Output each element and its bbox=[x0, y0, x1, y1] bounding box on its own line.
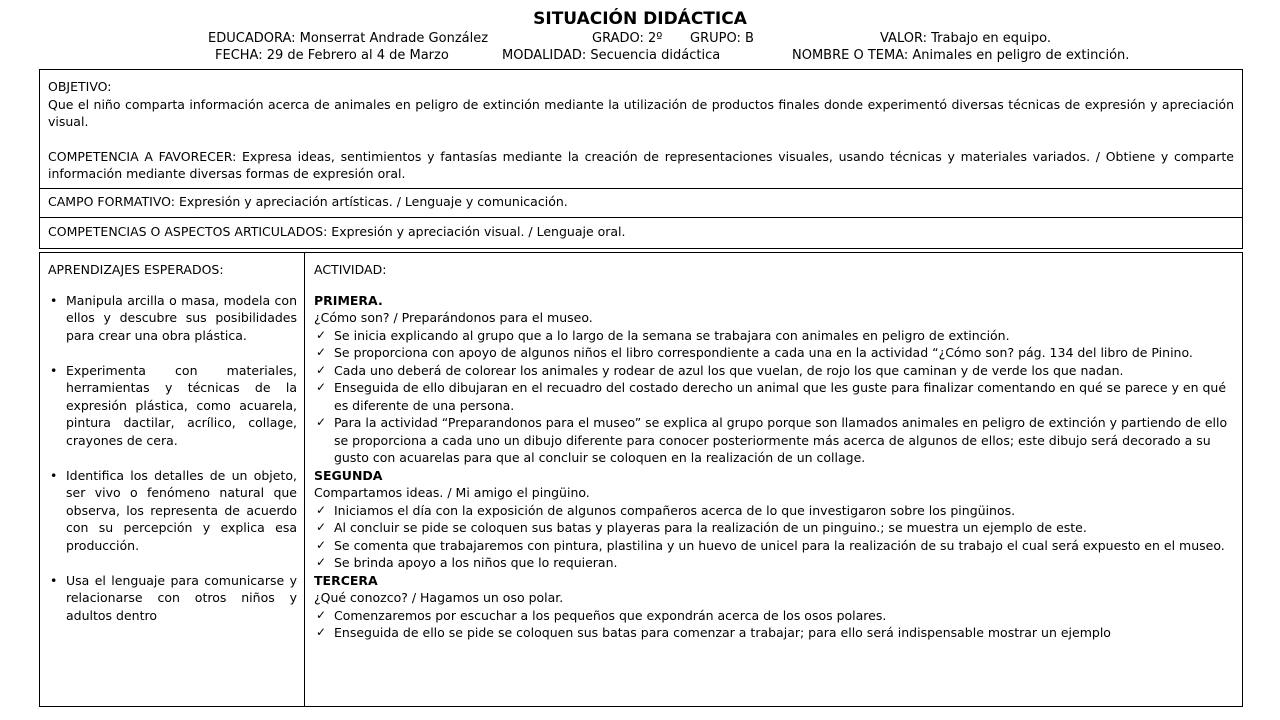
list-item: ✓ Se inicia explicando al grupo que a lo largo de la semana se trabajara con animales en peligro de extinción. bbox=[330, 327, 1234, 345]
list-item: • Experimenta con materiales, herramientas y técnicas de la expresión plástica, como acuarela, pintura dactilar, acrílico, collage, crayones de cera. bbox=[66, 362, 297, 450]
tercera-subtitle: ¿Qué conozco? / Hagamos un oso polar. bbox=[314, 590, 564, 605]
aprendizajes-label: APRENDIZAJES ESPERADOS: bbox=[48, 262, 224, 277]
tercera-list bbox=[314, 607, 1234, 642]
primera-list bbox=[314, 327, 1234, 467]
segunda-subtitle: Compartamos ideas. / Mi amigo el pingüino. bbox=[314, 485, 590, 500]
list-item: ✓ Para la actividad “Preparandonos para el museo” se explica al grupo porque son llamados animales en peligro de extinción y partiendo de ello se proporciona a cada uno un dibujo diferente para conocer posteriormente más acerca de algunos de ellos; este dibujo será decorado a su gusto con acuarelas para que al concluir se coloquen en la realización de un collage. bbox=[330, 414, 1234, 467]
tercera-title: TERCERA bbox=[314, 572, 378, 588]
list-item: ✓ Se proporciona con apoyo de algunos niños el libro correspondiente a cada una en la actividad “¿Cómo son? pág. 134 del libro de Pinino. bbox=[330, 344, 1234, 362]
competencias-articuladas-cell bbox=[40, 218, 1242, 248]
objetivo-label: OBJETIVO: bbox=[48, 79, 112, 94]
competencia-text: COMPETENCIA A FAVORECER: Expresa ideas, sentimientos y fantasías mediante la creación de representaciones visuales, usando técnicas y materiales variados. / Obtiene y comparte información mediante diversas formas de expresión oral. bbox=[48, 148, 1234, 181]
segunda-list bbox=[314, 502, 1234, 572]
educadora-label: EDUCADORA: Monserrat Andrade González bbox=[208, 31, 489, 46]
list-item: ✓ Al concluir se pide se coloquen sus batas y playeras para la realización de un pinguino.; se muestra un ejemplo de este. bbox=[330, 519, 1234, 537]
competencias-articuladas-text: COMPETENCIAS O ASPECTOS ARTICULADOS: Expresión y apreciación visual. / Lenguaje oral. bbox=[48, 224, 626, 239]
actividad-column bbox=[305, 253, 1242, 706]
list-item: • Manipula arcilla o masa, modela con ellos y descubre sus posibilidades para crear una obra plástica. bbox=[66, 292, 297, 345]
list-item: ✓ Enseguida de ello se pide se coloquen sus batas para comenzar a trabajar; para ello será indispensable mostrar un ejemplo bbox=[330, 624, 1234, 642]
grupo-label: GRUPO: B bbox=[690, 31, 754, 46]
activities-table bbox=[39, 252, 1243, 707]
list-item: • Usa el lenguaje para comunicarse y relacionarse con otros niños y adultos dentro bbox=[66, 572, 297, 625]
list-item: ✓ Se brinda apoyo a los niños que lo requieran. bbox=[330, 554, 1234, 572]
primera-subtitle: ¿Cómo son? / Preparándonos para el museo. bbox=[314, 310, 593, 325]
segunda-title: SEGUNDA bbox=[314, 467, 383, 483]
grado-label: GRADO: 2º bbox=[592, 31, 663, 46]
objetivo-cell bbox=[40, 70, 1242, 189]
header-line-2 bbox=[0, 47, 1280, 64]
campo-formativo-text: CAMPO FORMATIVO: Expresión y apreciación artísticas. / Lenguaje y comunicación. bbox=[48, 194, 568, 209]
list-item: ✓ Comenzaremos por escuchar a los pequeños que expondrán acerca de los osos polares. bbox=[330, 607, 1234, 625]
valor-label: VALOR: Trabajo en equipo. bbox=[880, 31, 1051, 46]
list-item: ✓ Enseguida de ello dibujaran en el recuadro del costado derecho un animal que les guste para finalizar comentando en qué se parece y en qué es diferente de una persona. bbox=[330, 379, 1234, 414]
list-item: • Identifica los detalles de un objeto, ser vivo o fenómeno natural que observa, los representa de acuerdo con su percepción y explica esa producción. bbox=[66, 467, 297, 555]
list-item: ✓ Se comenta que trabajaremos con pintura, plastilina y un huevo de unicel para la realización de su trabajo el cual será expuesto en el museo. bbox=[330, 537, 1234, 555]
header-line-1 bbox=[0, 30, 1280, 47]
list-item: ✓ Iniciamos el día con la exposición de algunos compañeros acerca de lo que investigaron sobre los pingüinos. bbox=[330, 502, 1234, 520]
document-header bbox=[0, 8, 1280, 64]
campo-formativo-cell bbox=[40, 189, 1242, 218]
actividad-label: ACTIVIDAD: bbox=[314, 262, 387, 277]
modalidad-label: MODALIDAD: Secuencia didáctica bbox=[502, 48, 721, 63]
objetivo-text: Que el niño comparta información acerca de animales en peligro de extinción mediante la utilización de productos finales donde experimentó diversas técnicas de expresión y apreciación visual. bbox=[48, 96, 1234, 129]
fecha-label: FECHA: 29 de Febrero al 4 de Marzo bbox=[215, 48, 449, 63]
document-title: SITUACIÓN DIDÁCTICA bbox=[533, 9, 747, 29]
tema-label: NOMBRE O TEMA: Animales en peligro de extinción. bbox=[792, 48, 1130, 63]
aprendizajes-list bbox=[48, 292, 297, 625]
primera-title: PRIMERA. bbox=[314, 292, 383, 308]
list-item: ✓ Cada uno deberá de colorear los animales y rodear de azul los que vuelan, de rojo los que caminan y de verde los que nadan. bbox=[330, 362, 1234, 380]
objectives-table bbox=[39, 69, 1243, 249]
aprendizajes-column bbox=[40, 253, 305, 706]
